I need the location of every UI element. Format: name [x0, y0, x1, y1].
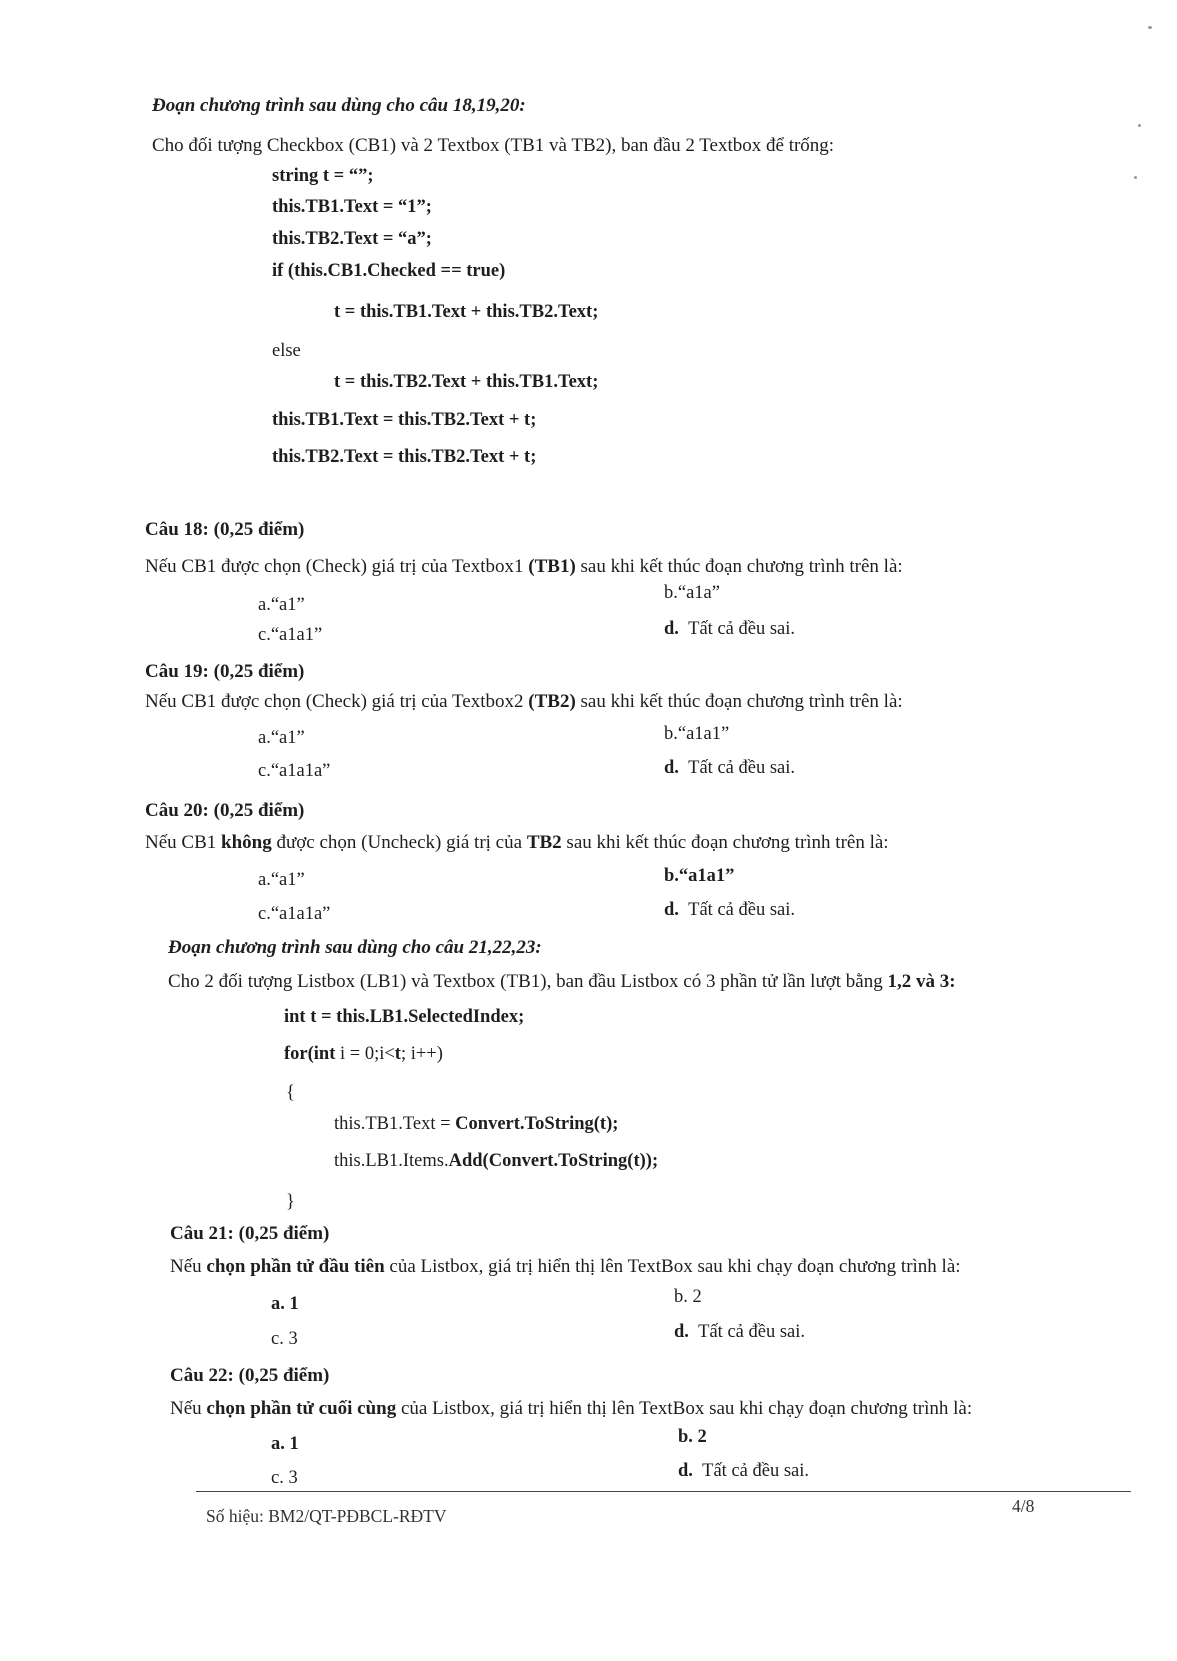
q20-option-b: b.“a1a1”	[664, 866, 735, 886]
q20-option-c: c.“a1a1a”	[258, 904, 331, 924]
code-line: t = this.TB1.Text + this.TB2.Text;	[334, 302, 599, 322]
q21-option-c: c. 3	[271, 1329, 298, 1349]
code-line: }	[286, 1192, 295, 1212]
code-line: if (this.CB1.Checked == true)	[272, 261, 506, 281]
scan-speck	[1134, 176, 1137, 179]
scan-speck	[1148, 26, 1152, 29]
q19-title: Câu 19: (0,25 điểm)	[145, 661, 305, 682]
q22-title: Câu 22: (0,25 điểm)	[170, 1365, 330, 1386]
section2-intro: Cho 2 đối tượng Listbox (LB1) và Textbox (TB1), ban đầu Listbox có 3 phần tử lần lượt bằng 1,2 và 3:	[168, 971, 956, 992]
footer-page-number: 4/8	[1012, 1496, 1035, 1516]
code-line: this.TB1.Text = this.TB2.Text + t;	[272, 410, 537, 430]
q20-stem: Nếu CB1 không được chọn (Uncheck) giá trị của TB2 sau khi kết thúc đoạn chương trình trên là:	[145, 832, 889, 853]
section2-heading: Đoạn chương trình sau dùng cho câu 21,22,23:	[168, 937, 542, 958]
q20-title: Câu 20: (0,25 điểm)	[145, 800, 305, 821]
code-line: for(int i = 0;i<t; i++)	[284, 1044, 443, 1064]
code-line: this.TB2.Text = “a”;	[272, 229, 432, 249]
q19-option-b: b.“a1a1”	[664, 724, 730, 744]
q18-option-b: b.“a1a”	[664, 583, 720, 603]
code-line: string t = “”;	[272, 166, 374, 186]
code-line: t = this.TB2.Text + this.TB1.Text;	[334, 372, 599, 392]
q18-stem: Nếu CB1 được chọn (Check) giá trị của Textbox1 (TB1) sau khi kết thúc đoạn chương trình trên là:	[145, 556, 903, 577]
code-line: this.TB1.Text = “1”;	[272, 197, 432, 217]
scan-speck	[1138, 124, 1141, 127]
q22-option-a: a. 1	[271, 1434, 299, 1454]
code-line: else	[272, 341, 301, 361]
code-line: this.LB1.Items.Add(Convert.ToString(t));	[334, 1151, 659, 1171]
q18-option-d: d. Tất cả đều sai.	[664, 619, 796, 639]
q20-option-a: a.“a1”	[258, 870, 305, 890]
q21-option-d: d. Tất cả đều sai.	[674, 1322, 806, 1342]
q21-title: Câu 21: (0,25 điểm)	[170, 1223, 330, 1244]
q18-option-a: a.“a1”	[258, 595, 305, 615]
q20-option-d: d. Tất cả đều sai.	[664, 900, 796, 920]
q21-stem: Nếu chọn phần tử đầu tiên của Listbox, giá trị hiển thị lên TextBox sau khi chạy đoạn chương trình là:	[170, 1256, 961, 1277]
q22-option-c: c. 3	[271, 1468, 298, 1488]
q19-option-c: c.“a1a1a”	[258, 761, 331, 781]
q19-option-a: a.“a1”	[258, 728, 305, 748]
q21-option-a: a. 1	[271, 1294, 299, 1314]
code-line: this.TB1.Text = Convert.ToString(t);	[334, 1114, 619, 1134]
section1-heading: Đoạn chương trình sau dùng cho câu 18,19,20:	[152, 95, 526, 116]
code-line: {	[286, 1083, 295, 1103]
code-line: this.TB2.Text = this.TB2.Text + t;	[272, 447, 537, 467]
footer-rule	[196, 1491, 1131, 1492]
footer-document-code: Số hiệu: BM2/QT-PĐBCL-RĐTV	[206, 1506, 447, 1526]
section1-intro: Cho đối tượng Checkbox (CB1) và 2 Textbox (TB1 và TB2), ban đầu 2 Textbox để trống:	[152, 135, 835, 156]
q18-option-c: c.“a1a1”	[258, 625, 323, 645]
q18-title: Câu 18: (0,25 điểm)	[145, 519, 305, 540]
code-line: int t = this.LB1.SelectedIndex;	[284, 1007, 525, 1027]
q19-stem: Nếu CB1 được chọn (Check) giá trị của Textbox2 (TB2) sau khi kết thúc đoạn chương trình trên là:	[145, 691, 903, 712]
q22-option-d: d. Tất cả đều sai.	[678, 1461, 810, 1481]
q21-option-b: b. 2	[674, 1287, 702, 1307]
q19-option-d: d. Tất cả đều sai.	[664, 758, 796, 778]
q22-stem: Nếu chọn phần tử cuối cùng của Listbox, giá trị hiển thị lên TextBox sau khi chạy đoạn chương trình là:	[170, 1398, 973, 1419]
q22-option-b: b. 2	[678, 1427, 707, 1447]
